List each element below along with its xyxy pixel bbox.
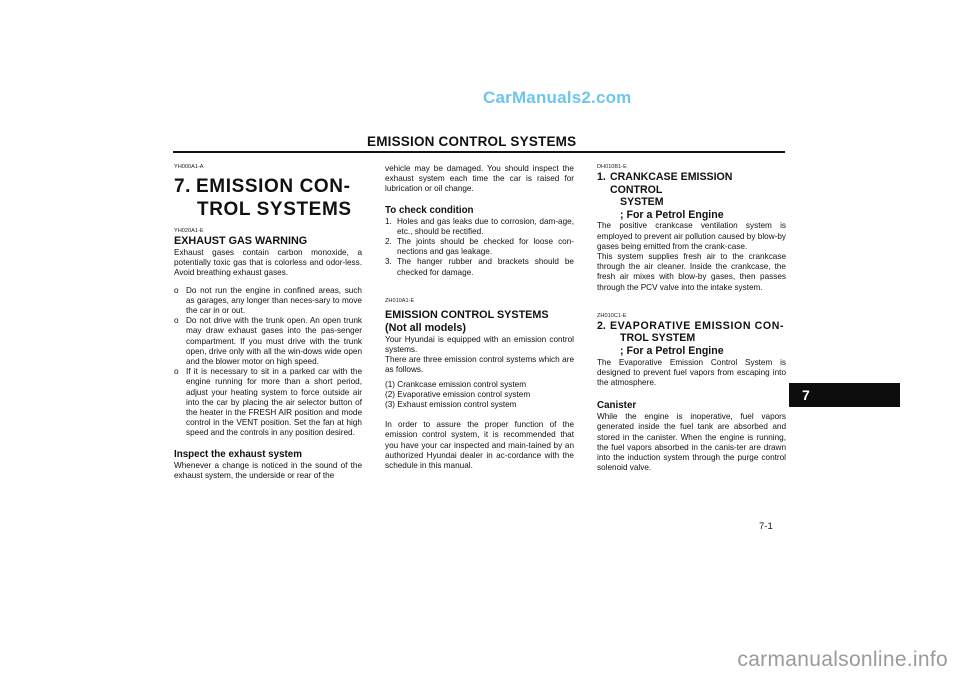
continued-text: vehicle may be damaged. You should inspect the exhaust system each time the car is raised for lubrication or oil change. [385, 164, 574, 194]
ecs-text: In order to assure the proper function of the emission control system, it is recommended that you have your car inspected and main-tained by an authorized Hyundai dealer in ac-cordance with the schedule in this manual. [385, 420, 574, 471]
system-item: (2) Evaporative emission control system [385, 389, 531, 399]
bullet-item [174, 286, 362, 317]
section-code: DH010B1-E [597, 164, 627, 170]
ecs-text: Your Hyundai is equipped with an emission control systems. [385, 334, 574, 355]
chapter-title [174, 175, 362, 221]
left-column [174, 164, 362, 481]
system-item: (1) Crankcase emission control system [385, 379, 527, 389]
evaporative-heading [597, 320, 786, 358]
check-marker: 2. [385, 237, 392, 247]
warning-text: Exhaust gases contain carbon monoxide, a potentially toxic gas that is colorless and odor-less. Avoid breathing exhaust gases. [174, 248, 362, 278]
section-number: 2. [597, 319, 606, 332]
inspect-text: Whenever a change is noticed in the sound of the exhaust system, the underside or rear of the [174, 460, 362, 480]
bullet-text: Do not drive with the trunk open. An open trunk may draw exhaust gases into the pas-senger compartment. If you must drive with the trunk open, drive only with all the win-dows wide open and the blower motor on high speed. [186, 316, 362, 367]
check-heading: To check condition [385, 204, 474, 216]
header-divider [173, 151, 785, 153]
canister-text: While the engine is inoperative, fuel vapors generated inside the fuel tank are absorbed and stored in the canister. When the engine is running, the fuel vapors absorbed in the canis-ter are drawn into the induction system through the purge control solenoid valve. [597, 412, 786, 473]
section-code: YH000A1-A [174, 164, 204, 170]
crankcase-heading-line3: ; For a Petrol Engine [620, 208, 724, 221]
crankcase-heading [597, 171, 786, 221]
bullet-marker: o [174, 316, 179, 326]
check-marker: 3. [385, 257, 392, 267]
bullet-text: If it is necessary to sit in a parked car with the engine running for more than a short period, adjust your heating system to force outside air into the car by placing the air selector button of the heater in the FRESH AIR position and mode control in the VENT position. Set the fan at high speed and the controls in any position desired. [186, 367, 362, 438]
chapter-title-line1: EMISSION CON- [196, 176, 351, 197]
section-number: 1. [597, 171, 606, 183]
canister-heading: Canister [597, 400, 637, 412]
inspect-heading: Inspect the exhaust system [174, 448, 302, 460]
section-code: ZH010A1-E [385, 297, 415, 304]
check-text: Holes and gas leaks due to corrosion, dam-age, etc., should be rectified. [397, 216, 574, 236]
page-header-title: EMISSION CONTROL SYSTEMS [367, 134, 577, 149]
evaporative-heading-line2: TROL SYSTEM [620, 332, 696, 345]
crankcase-text: This system supplies fresh air to the crankcase through the air cleaner. Inside the crankcase, the fresh air mixes with blow-by gases, then passes through the PCV valve into the intake system. [597, 251, 786, 292]
chapter-title-line2: TROL SYSTEMS [197, 199, 352, 220]
check-marker: 1. [385, 216, 392, 226]
bullet-text: Do not run the engine in confined areas, such as garages, any longer than neces-sary to move the car in or out. [186, 285, 362, 316]
chapter-tab: 7 [789, 383, 900, 407]
warning-heading: EXHAUST GAS WARNING [174, 235, 308, 247]
check-text: The hanger rubber and brackets should be checked for damage. [397, 257, 574, 277]
bullet-item [174, 316, 362, 367]
check-item [385, 257, 574, 277]
right-column [597, 164, 786, 473]
evaporative-text: The Evaporative Emission Control System is designed to prevent fuel vapors from escaping into the atmosphere. [597, 357, 786, 387]
section-code: YH020A1-E [174, 228, 204, 234]
evaporative-heading-line3: ; For a Petrol Engine [620, 344, 724, 357]
watermark-top[interactable]: CarManuals2.com [483, 88, 632, 107]
crankcase-text: The positive crankcase ventilation system is employed to prevent air pollution caused by blow-by gases being emitted from the crank-case. [597, 221, 786, 251]
ecs-text: There are three emission control systems which are as follows. [385, 355, 574, 375]
crankcase-heading-line2: SYSTEM [620, 196, 664, 209]
check-item [385, 237, 574, 257]
bullet-item [174, 367, 362, 438]
section-code: ZH010C1-E [597, 312, 627, 319]
watermark-bottom[interactable]: carmanualsonline.info [737, 648, 948, 671]
bullet-marker: o [174, 285, 179, 295]
check-text: The joints should be checked for loose con-nections and gas leakage. [397, 237, 574, 257]
crankcase-heading-line1: CRANKCASE EMISSION CONTROL [610, 171, 733, 196]
chapter-number: 7. [174, 176, 192, 197]
system-item: (3) Exhaust emission control system [385, 400, 517, 410]
ecs-heading-line2: (Not all models) [385, 321, 466, 334]
middle-column [385, 164, 574, 471]
evaporative-heading-line1: EVAPORATIVE EMISSION CON- [610, 319, 785, 332]
bullet-marker: o [174, 367, 179, 377]
ecs-heading-line1: EMISSION CONTROL SYSTEMS [385, 308, 549, 321]
page-number: 7-1 [759, 521, 773, 532]
check-item [385, 217, 574, 237]
